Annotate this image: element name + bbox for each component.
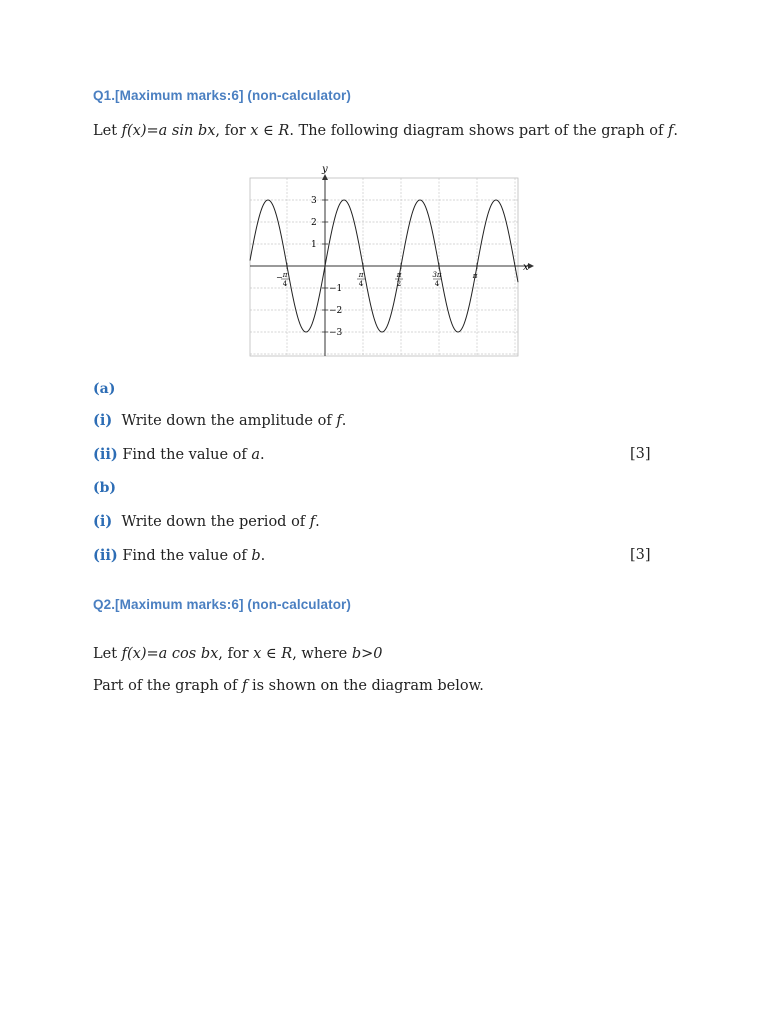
y-tick-label: 2	[311, 218, 317, 228]
q2-intro-let: Let	[93, 646, 118, 662]
y-tick-label: 3	[311, 196, 317, 206]
q1-a-marks: [3]	[630, 446, 651, 462]
graph-grid	[250, 178, 518, 356]
x-tick-numerator: 3π	[432, 271, 442, 279]
x-tick-numerator: π	[282, 271, 288, 279]
x-tick-denominator: 4	[282, 280, 288, 288]
q2-intro-where: , where	[292, 646, 348, 662]
q2-line2	[93, 678, 484, 694]
q2-intro	[93, 646, 383, 662]
q2-line2-var: f	[241, 678, 248, 694]
x-tick-numerator: π	[358, 271, 364, 279]
q1-intro	[93, 123, 678, 139]
sine-graph	[246, 160, 536, 360]
q1-b-i-text: Write down the period of	[121, 514, 306, 530]
q1-b-ii-label: (ii)	[93, 547, 118, 564]
x-tick-denominator: 4	[358, 280, 364, 288]
q1-a-ii-text: Find the value of	[122, 447, 247, 463]
q1-part-b-label: (b)	[93, 480, 117, 496]
q1-b-ii-var: b	[251, 548, 261, 564]
grid-border	[250, 178, 518, 356]
q1-intro-let: Let	[93, 123, 118, 139]
q2-line2-text: Part of the graph of	[93, 678, 238, 694]
q1-part-a-label: (a)	[93, 381, 116, 397]
q1-b-i	[93, 513, 320, 530]
q1-b-i-var: f	[309, 514, 316, 530]
q2-intro-condition: b>0	[351, 646, 383, 662]
q2-intro-domain: x ∈ R	[253, 646, 293, 662]
x-tick-denominator: 4	[434, 280, 440, 288]
q1-a-i-text: Write down the amplitude of	[121, 413, 332, 429]
q1-intro-f: f	[668, 123, 674, 139]
y-tick-label: −1	[329, 284, 343, 294]
x-tick-sign: −	[276, 273, 283, 282]
q1-b-i-end: .	[315, 514, 320, 530]
q1-a-ii-var: a	[251, 447, 261, 463]
q1-a-i-var: f	[336, 413, 342, 429]
x-tick-denominator: 2	[396, 280, 402, 288]
q1-a-i-label: (i)	[93, 412, 113, 429]
q2-intro-function: f(x)=a cos bx	[121, 646, 219, 662]
q1-a-i-end: .	[341, 413, 347, 429]
y-tick-label: −2	[329, 306, 343, 316]
q1-intro-end: .	[673, 123, 678, 139]
q1-b-marks: [3]	[630, 547, 651, 563]
x-axis-label: x	[523, 262, 529, 273]
q2-line2-rest: is shown on the diagram below.	[251, 678, 484, 694]
y-axis-label: y	[322, 164, 328, 175]
q1-a-ii	[93, 446, 265, 463]
x-tick-numerator: π	[472, 272, 478, 280]
q1-b-ii	[93, 547, 265, 564]
q1-intro-function: f(x)=a sin bx	[121, 123, 216, 139]
q1-intro-domain: x ∈ R	[250, 123, 290, 139]
q2-intro-domain-pre: , for	[218, 646, 249, 662]
x-axis-arrow	[528, 263, 534, 269]
q1-b-ii-end: .	[260, 548, 266, 564]
y-tick-label: 1	[311, 240, 317, 250]
q1-a-ii-end: .	[260, 447, 265, 463]
x-tick-numerator: π	[396, 271, 402, 279]
q1-b-ii-text: Find the value of	[122, 548, 247, 564]
q1-heading: Q1.[Maximum marks:6] (non-calculator)	[93, 88, 352, 103]
y-tick-label: −3	[329, 328, 343, 338]
q1-a-i	[93, 412, 346, 429]
q1-intro-text: . The following diagram shows part of the graph of	[289, 123, 664, 139]
q1-a-ii-label: (ii)	[93, 446, 118, 463]
q2-heading: Q2.[Maximum marks:6] (non-calculator)	[93, 597, 352, 612]
q1-b-i-label: (i)	[93, 513, 113, 530]
q1-intro-domain-pre: , for	[215, 123, 246, 139]
